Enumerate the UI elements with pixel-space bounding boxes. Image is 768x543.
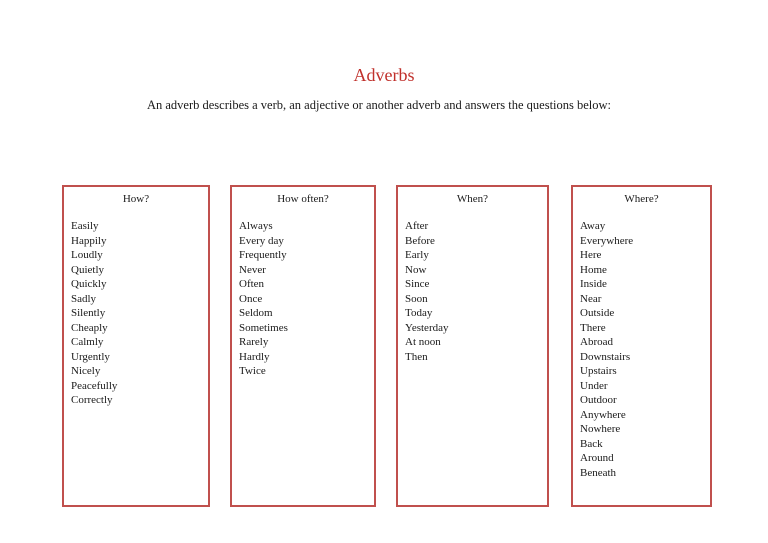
list-item: Quietly [71, 263, 104, 276]
list-item: Yesterday [405, 321, 449, 334]
list-item: Frequently [239, 249, 287, 261]
list-item: Near [580, 292, 602, 305]
list-item: Then [405, 350, 428, 363]
list-item: Before [405, 234, 435, 247]
list-item: Correctly [71, 394, 113, 406]
box-heading: When? [456, 193, 489, 205]
list-item: Happily [71, 234, 107, 247]
adverb-box-how-often [230, 185, 376, 507]
list-item: Seldom [239, 307, 273, 319]
list-item: Peacefully [71, 379, 118, 392]
list-item: Soon [405, 292, 428, 305]
list-item: Home [580, 263, 607, 276]
list-item: Rarely [239, 336, 269, 348]
intro-text: An adverb describes a verb, an adjective or another adverb and answers the questions below: [146, 98, 612, 112]
adverb-box-when [396, 185, 549, 507]
list-item: Anywhere [580, 408, 626, 421]
list-item: Under [580, 379, 608, 392]
list-item: Nowhere [580, 423, 621, 435]
word-list [64, 219, 208, 408]
list-item: At noon [405, 336, 441, 348]
list-item: Beneath [580, 466, 617, 479]
list-item: Sadly [71, 292, 97, 305]
list-item: Abroad [580, 336, 613, 348]
list-item: Today [405, 307, 433, 319]
list-item: Hardly [239, 350, 270, 363]
list-item: Easily [71, 220, 99, 232]
list-item: Inside [580, 278, 607, 290]
list-item: Upstairs [580, 365, 617, 377]
list-item: After [405, 220, 429, 232]
list-item: Twice [239, 365, 266, 377]
word-list [398, 219, 547, 364]
list-item: Everywhere [580, 234, 634, 247]
box-heading: How often? [277, 193, 329, 205]
list-item: Now [405, 263, 427, 276]
list-item: Downstairs [580, 350, 631, 363]
list-item: Outdoor [580, 394, 617, 406]
list-item: There [580, 321, 606, 334]
list-item: Urgently [71, 350, 110, 363]
list-item: Nicely [71, 365, 101, 377]
box-heading: Where? [624, 193, 659, 205]
list-item: Outside [580, 307, 615, 319]
adverb-box-where [571, 185, 712, 507]
word-list [232, 219, 374, 379]
list-item: Often [239, 278, 265, 290]
list-item: Quickly [71, 278, 107, 290]
list-item: Always [239, 220, 273, 232]
box-heading: How? [122, 193, 150, 205]
list-item: Sometimes [239, 321, 288, 334]
list-item: Loudly [71, 249, 103, 261]
list-item: Cheaply [71, 321, 108, 334]
list-item: Once [239, 292, 263, 305]
page-title: Adverbs [353, 65, 415, 85]
list-item: Calmly [71, 336, 104, 348]
list-item: Early [405, 249, 429, 261]
list-item: Since [405, 278, 430, 290]
word-list [573, 219, 710, 480]
list-item: Every day [239, 234, 284, 247]
list-item: Never [239, 263, 266, 276]
list-item: Away [580, 220, 606, 232]
list-item: Back [580, 437, 603, 450]
list-item: Around [580, 452, 614, 464]
list-item: Here [580, 249, 602, 261]
adverb-box-how [62, 185, 210, 507]
list-item: Silently [71, 307, 106, 319]
